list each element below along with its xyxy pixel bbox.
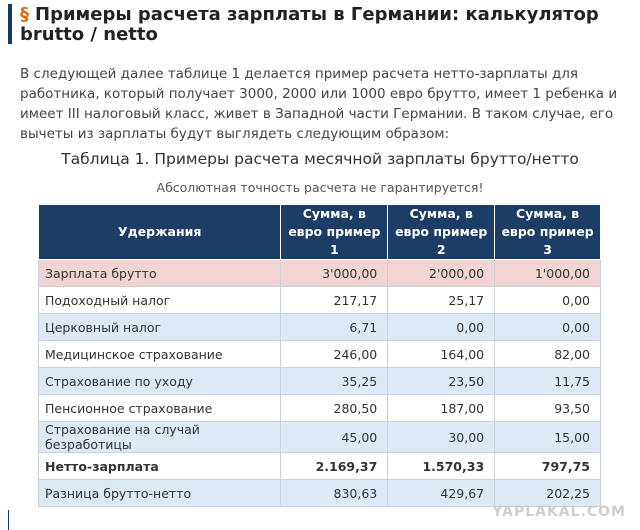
column-header-example-1: Сумма, в евро пример 1 (281, 205, 388, 260)
table-row-unemployment-insurance (39, 422, 601, 453)
row-label: Страхование по уходу (39, 368, 281, 395)
cell-example-1: 35,25 (281, 368, 388, 395)
site-watermark: YAPLAKAL.COM (492, 504, 626, 520)
table-row-pension-insurance (39, 395, 601, 422)
cell-example-1: 830,63 (281, 480, 388, 507)
cell-example-2: 30,00 (388, 422, 495, 453)
cell-example-3: 93,50 (495, 395, 601, 422)
table-row-health-insurance (39, 341, 601, 368)
cell-example-1: 2.169,37 (281, 453, 388, 480)
left-rule (8, 510, 9, 530)
column-header-example-2: Сумма, в евро пример 2 (388, 205, 495, 260)
cell-example-1: 280,50 (281, 395, 388, 422)
row-label: Медицинское страхование (39, 341, 281, 368)
cell-example-1: 217,17 (281, 287, 388, 314)
cell-example-1: 6,71 (281, 314, 388, 341)
cell-example-1: 246,00 (281, 341, 388, 368)
page-heading (8, 4, 632, 44)
cell-example-3: 1'000,00 (495, 260, 601, 287)
row-label: Страхование на случай безработицы (39, 422, 281, 453)
row-label: Пенсионное страхование (39, 395, 281, 422)
cell-example-3: 202,25 (495, 480, 601, 507)
row-label: Церковный налог (39, 314, 281, 341)
cell-example-3: 15,00 (495, 422, 601, 453)
row-label: Зарплата брутто (39, 260, 281, 287)
column-header-deductions: Удержания (39, 205, 281, 260)
table-disclaimer: Абсолютная точность расчета не гарантируется! (156, 180, 484, 195)
cell-example-2: 187,00 (388, 395, 495, 422)
table-row-care-insurance (39, 368, 601, 395)
page-title: Примеры расчета зарплаты в Германии: калькулятор brutto / netto (20, 4, 599, 45)
cell-example-2: 2'000,00 (388, 260, 495, 287)
cell-example-3: 0,00 (495, 314, 601, 341)
cell-example-3: 11,75 (495, 368, 601, 395)
table-header-row (39, 205, 601, 260)
table-row-gross-net-difference (39, 480, 601, 507)
table-caption: Таблица 1. Примеры расчета месячной зарплаты брутто/нетто (61, 150, 579, 168)
section-mark: § (20, 4, 29, 25)
table-row-net-salary (39, 453, 601, 480)
cell-example-1: 3'000,00 (281, 260, 388, 287)
cell-example-2: 164,00 (388, 341, 495, 368)
cell-example-2: 23,50 (388, 368, 495, 395)
cell-example-3: 0,00 (495, 287, 601, 314)
row-label: Разница брутто-нетто (39, 480, 281, 507)
row-label: Нетто-зарплата (39, 453, 281, 480)
intro-paragraph: В следующей далее таблице 1 делается пример расчета нетто-зарплаты для работника, который получает 3000, 2000 или 1000 евро брутто, имеет 1 ребенка и имеет III налоговый класс, живет в Западной части Германии. В таком случае, его вычеты из зарплаты будут выглядеть следующим образом: (20, 66, 618, 142)
table-row-gross (39, 260, 601, 287)
column-header-example-3: Сумма, в евро пример 3 (495, 205, 601, 260)
cell-example-2: 25,17 (388, 287, 495, 314)
row-label: Подоходный налог (39, 287, 281, 314)
cell-example-3: 797,75 (495, 453, 601, 480)
cell-example-2: 429,67 (388, 480, 495, 507)
table-row-income-tax (39, 287, 601, 314)
table-row-church-tax (39, 314, 601, 341)
cell-example-3: 82,00 (495, 341, 601, 368)
cell-example-2: 0,00 (388, 314, 495, 341)
cell-example-1: 45,00 (281, 422, 388, 453)
salary-table (38, 204, 601, 507)
cell-example-2: 1.570,33 (388, 453, 495, 480)
